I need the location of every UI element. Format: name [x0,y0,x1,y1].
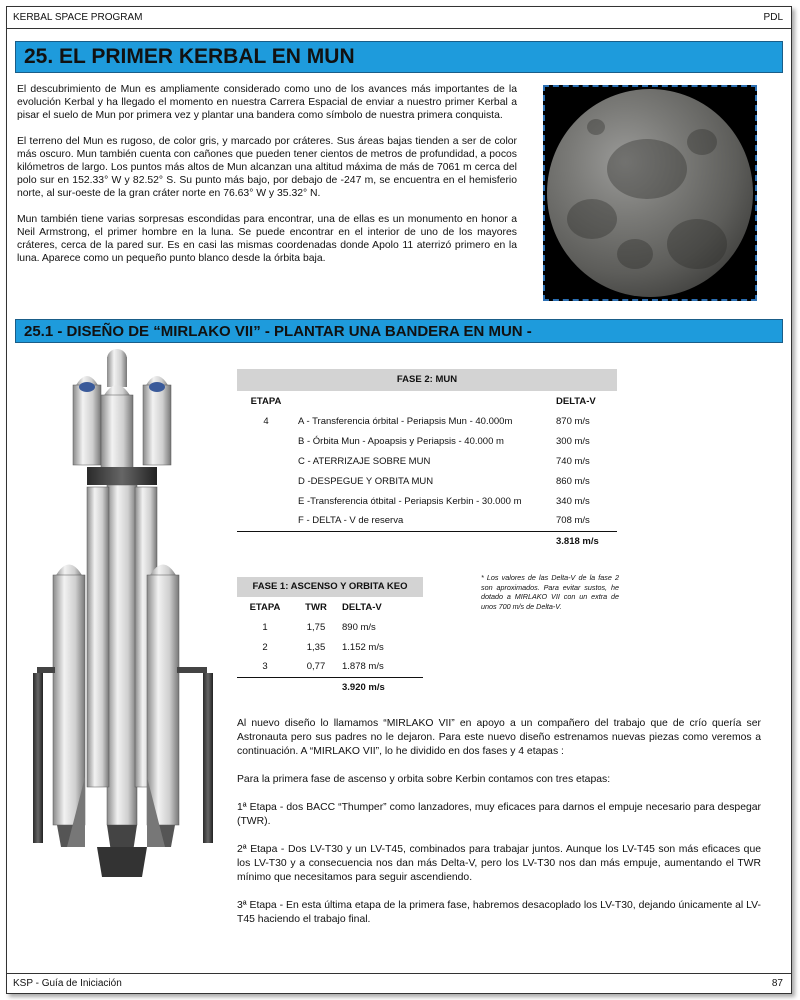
phase1-table-title: FASE 1: ASCENSO Y ORBITA KEO [237,577,423,597]
table-row [237,431,617,451]
delta-v-cell: 740 m/s [556,455,590,467]
table-row [237,491,617,511]
maneuver-cell: F - DELTA - V de reserva [298,515,404,527]
delta-v-cell: 708 m/s [556,515,590,527]
phase2-table [237,369,617,551]
delta-v-cell: 1.152 m/s [342,641,384,653]
twr-cell: 0,77 [306,661,326,673]
table-row [237,511,617,531]
body-paragraph: 2ª Etapa - Dos LV-T30 y un LV-T45, combinados para trabajar juntos. Aunque los LV-T45 son más eficaces que los LV-T30 y a consecuencia nos dan más Delta-V, pero los LV-T30 nos dan más empuje, aumentando el TWR mínimo que necesitamos para seguir ascendiendo. [237,844,761,883]
column-header-twr: TWR [305,601,327,613]
mun-image [543,85,757,301]
etapa-cell: 2 [262,641,268,653]
twr-cell: 1,75 [306,621,326,633]
chapter-title: 25. EL PRIMER KERBAL EN MUN [24,45,355,68]
section-title-bar [15,319,783,343]
page-number: 87 [771,978,783,989]
page-footer [7,973,791,993]
maneuver-cell: D -DESPEGUE Y ORBITA MUN [298,475,434,487]
column-header-delta-v: DELTA-V [342,601,382,613]
footer-left-text: KSP - Guía de Iniciación [13,978,122,989]
delta-v-cell: 890 m/s [342,621,376,633]
intro-paragraph: Mun también tiene varias sorpresas escondidas para encontrar, una de ellas es un monumento en honor a Neil Armstrong, el primer hombre en la luna. Se puede encontrar en el interior de uno de los mayores cráteres, cerca de la pared sur. Es en casi las mismas coordenadas donde Apolo 11 aterrizó primero en la luna. Aparece como un pequeño punto blanco desde la órbita baja. [17,214,517,264]
delta-v-cell: 870 m/s [556,415,590,427]
body-paragraph: 1ª Etapa - dos BACC “Thumper” como lanzadores, muy eficaces para darnos el empuje necesario para despegar (TWR). [237,802,761,827]
maneuver-cell: B - Órbita Mun - Apoapsis y Periapsis - 40.000 m [298,435,504,447]
phase2-total: 3.818 m/s [553,531,617,551]
header-right-text: PDL [763,12,783,23]
table-row [237,411,617,431]
phase1-table [237,577,423,697]
table-row [237,617,423,637]
phase2-table-title: FASE 2: MUN [237,369,617,391]
table-row [237,471,617,491]
maneuver-cell: C - ATERRIZAJE SOBRE MUN [298,455,431,467]
phase1-total: 3.920 m/s [339,677,423,697]
etapa-cell: 3 [262,661,268,673]
delta-v-footnote: * Los valores de las Delta-V de la fase 2 son aproximados. Para evitar sustos, he dotado a MIRLAKO VII con un extra de unos 700 m/s de Delta-V. [481,573,619,611]
page-header [7,7,791,29]
column-header-etapa: ETAPA [249,601,281,613]
etapa-cell: 1 [262,621,268,633]
mun-sphere [547,89,753,297]
intro-paragraph: El descubrimiento de Mun es ampliamente considerado como uno de los avances más importantes de la evolución Kerbal y ha llegado el momento en nuestra Carrera Espacial de enviar a nuestro primer Kerbal a pisar el suelo de Mun por primera vez y plantar una bandera como símbolo de nuestra primera conquista. [17,84,517,121]
design-description [237,717,761,941]
table-row [237,637,423,657]
delta-v-cell: 340 m/s [556,495,590,507]
chapter-title-bar [15,41,783,73]
twr-cell: 1,35 [306,641,326,653]
section-title: 25.1 - DISEÑO DE “MIRLAKO VII” - PLANTAR UNA BANDERA EN MUN - [24,323,532,340]
delta-v-cell: 300 m/s [556,435,590,447]
document-page [6,6,792,994]
intro-text [17,83,517,278]
intro-paragraph: El terreno del Mun es rugoso, de color gris, y marcado por cráteres. Sus áreas bajas tienden a ser de color más oscuro. Mun también cuenta con cañones que pueden tener cientos de metros de profundidad, a pocos kilómetros de largo. Los puntos más altos de Mun alcanzan una altitud máxima de más de 7061 m cerca del polo sur en 152.33° W y 82.52° S. Su punto más bajo, por debajo de -247 m, se encuentra en el hemisferio norte, al sur-oeste de la gran cráter norte en 76.63° W y 35.32° N. [17,136,517,199]
maneuver-cell: A - Transferencia órbital - Periapsis Mun - 40.000m [298,415,513,427]
etapa-cell: 4 [263,415,269,427]
body-paragraph: Al nuevo diseño lo llamamos “MIRLAKO VII” en apoyo a un compañero del trabajo que de crío quería ser Astronauta pero sus padres no le dejaron. Para este nuevo diseño estrenamos nuevas piezas como veremos a continuación. A “MIRLAKO VII”, lo he dividido en dos fases y 4 etapas : [237,718,761,757]
body-paragraph: 3ª Etapa - En esta última etapa de la primera fase, habremos desacoplado los LV-T30, dejando únicamente al LV-T45 haciendo el trabajo final. [237,900,761,925]
table-row [237,451,617,471]
body-paragraph: Para la primera fase de ascenso y orbita sobre Kerbin contamos con tres etapas: [237,774,611,785]
table-row [237,657,423,677]
column-header-etapa: ETAPA [250,395,282,407]
delta-v-cell: 1.878 m/s [342,661,384,673]
rocket-image [27,347,237,887]
maneuver-cell: E -Transferencia ótbital - Periapsis Kerbin - 30.000 m [298,495,522,507]
column-header-delta-v: DELTA-V [556,395,596,407]
delta-v-cell: 860 m/s [556,475,590,487]
header-left-text: KERBAL SPACE PROGRAM [13,12,143,23]
